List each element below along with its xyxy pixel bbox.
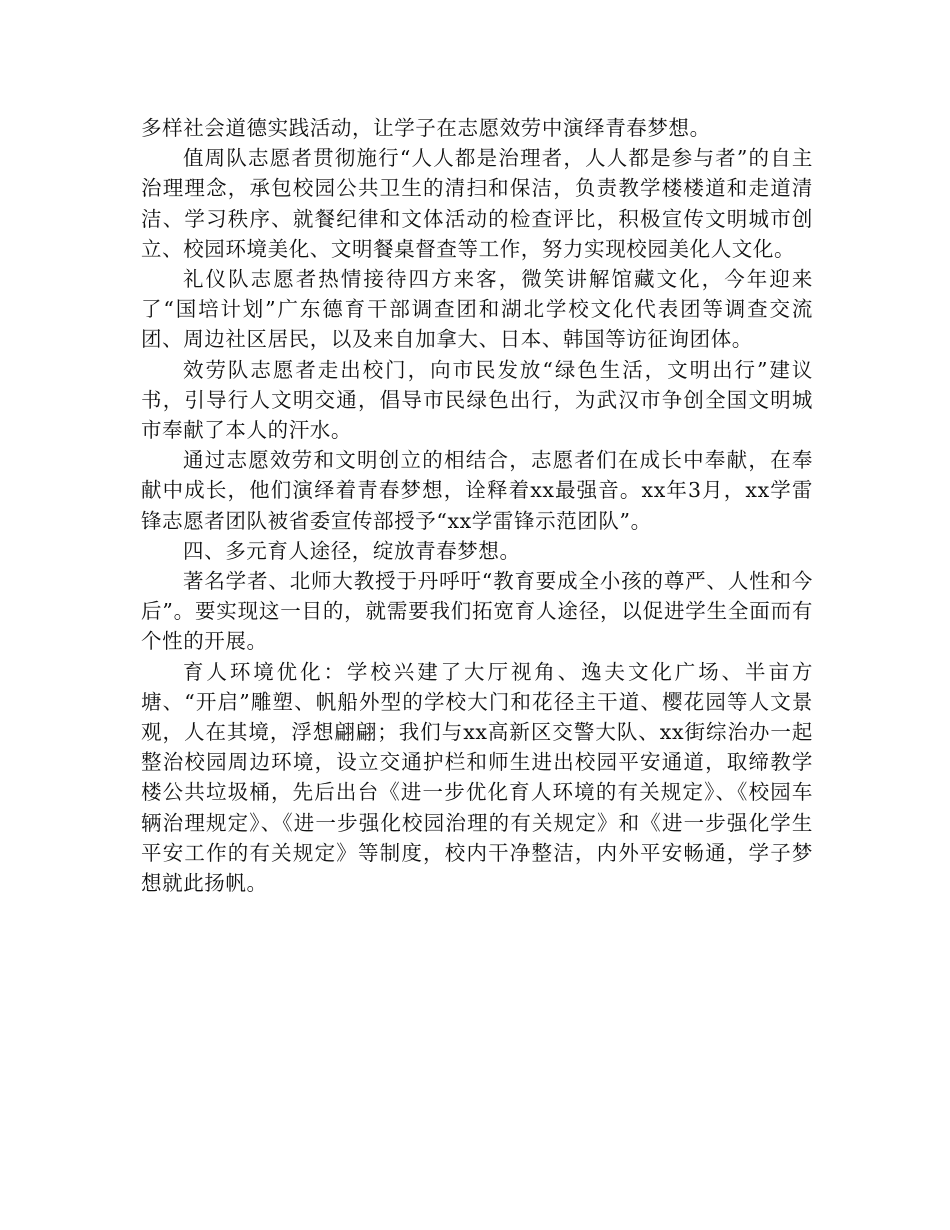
paragraph-duty-team: 值周队志愿者贯彻施行“人人都是治理者，人人都是参与者”的自主治理理念，承包校园公共卫生的清扫和保洁，负责教学楼楼道和走道清洁、学习秩序、就餐纪律和文体活动的检查评比，积极宣传文明城市创立、校园环境美化、文明餐桌督查等工作，努力实现校园美化人文化。 xyxy=(141,146,813,261)
paragraph-scholar-quote: 著名学者、北师大教授于丹呼吁“教育要成全小孩的尊严、人性和今后”。要实现这一目的，就需要我们拓宽育人途径，以促进学生全面而有个性的开展。 xyxy=(141,569,813,654)
document-body xyxy=(141,113,813,898)
section-heading: 四、多元育人途径，绽放青春梦想。 xyxy=(183,538,521,563)
paragraph-etiquette-team: 礼仪队志愿者热情接待四方来客，微笑讲解馆藏文化，今年迎来了“国培计划”广东德育干部调查团和湖北学校文化代表团等调查交流团、周边社区居民，以及来自加拿大、日本、韩国等访征询团体。 xyxy=(141,267,813,352)
paragraph-service-team: 效劳队志愿者走出校门，向市民发放“绿色生活，文明出行”建议书，引导行人文明交通，倡导市民绿色出行，为武汉市争创全国文明城市奉献了本人的汗水。 xyxy=(141,357,813,443)
paragraph-volunteer-summary: 通过志愿效劳和文明创立的相结合，志愿者们在成长中奉献，在奉献中成长，他们演绎着青春梦想，诠释着xx最强音。xx年3月，xx学雷锋志愿者团队被省委宣传部授予“xx学雷锋示范团队”。 xyxy=(141,448,813,533)
paragraph-environment: 育人环境优化：学校兴建了大厅视角、逸夫文化广场、半亩方塘、“开启”雕塑、帆船外型的学校大门和花径主干道、樱花园等人文景观，人在其境，浮想翩翩；我们与xx高新区交警大队、xx街综治办一起整治校园周边环境，设立交通护栏和师生进出校园平安通道，取缔教学楼公共垃圾桶，先后出台《进一步优化育人环境的有关规定》、《校园车辆治理规定》、《进一步强化校园治理的有关规定》和《进一步强化学生平安工作的有关规定》等制度，校内干净整洁，内外平安畅通，学子梦想就此扬帆。 xyxy=(141,659,813,896)
paragraph-continuation: 多样社会道德实践活动，让学子在志愿效劳中演绎青春梦想。 xyxy=(141,116,711,140)
